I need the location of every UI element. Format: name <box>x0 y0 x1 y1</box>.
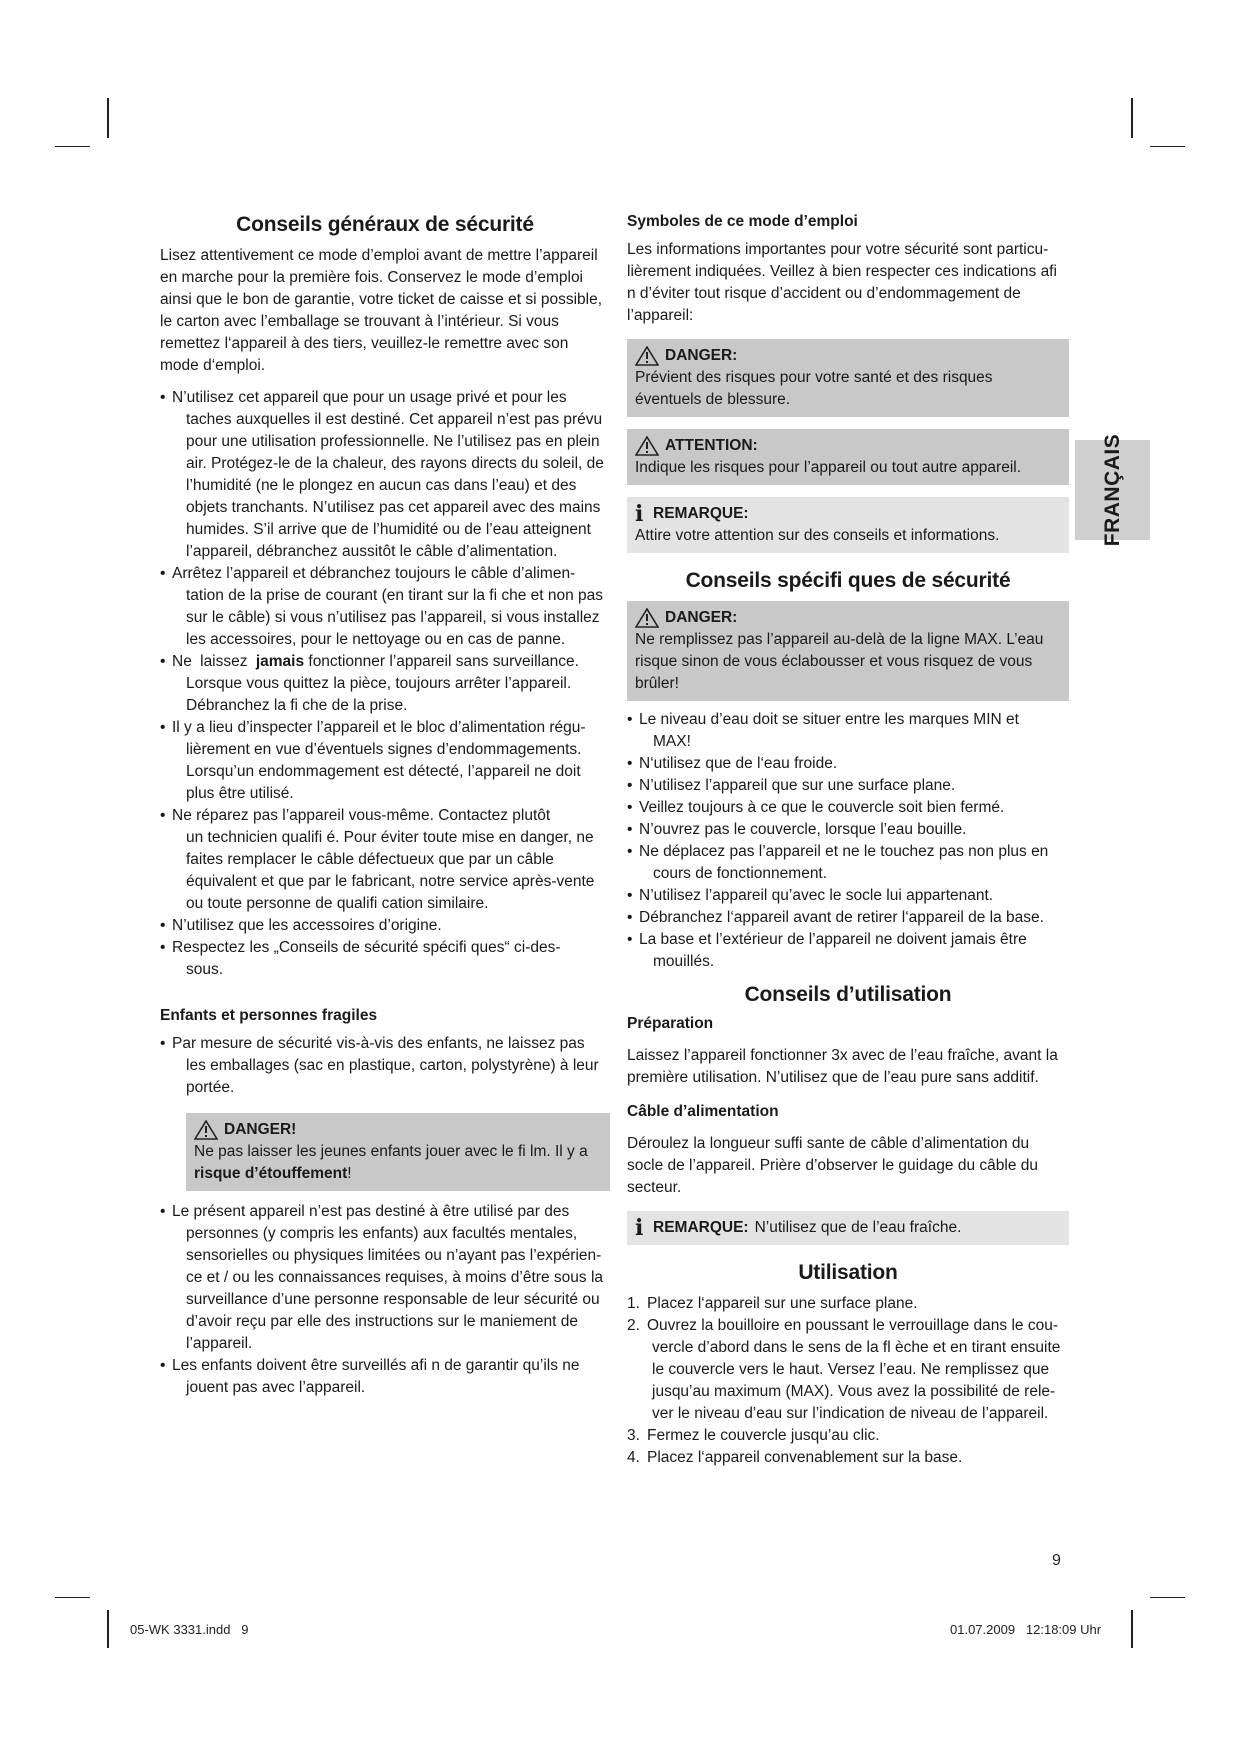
danger-box-max <box>627 601 1069 701</box>
crop-mark <box>107 1610 109 1648</box>
list-item: • N’utilisez l’appareil que sur une surface plane. <box>627 777 956 794</box>
list-item: • La base et l’extérieur de l’appareil ne doivent jamais être mouillés. <box>627 931 1027 970</box>
list-item: • N’utilisez cet appareil que pour un usage privé et pour les taches auxquelles il est destiné. Cet appareil n’est pas prévu pour une utilisation professionnelle. Ne l’utilisez pas en plein air. Protégez-le de la chaleur, des rayons directs du soleil, de l’humidité (ne le plongez en aucun cas dans l’eau) et des objets tranchants. N’utilisez pas cet appareil avec des mains humides. S’il arrive que de l’humidité ou de l’eau atteignent l’appareil, débranchez aussitôt le câble d’alimentation. <box>160 389 604 560</box>
utilisation-title: Utilisation <box>798 1261 898 1284</box>
list-item: • Par mesure de sécurité vis-à-vis des enfants, ne laissez pas les emballages (sac en plastique, carton, polystyrène) à leur portée. <box>160 1035 599 1096</box>
remarque-box <box>627 497 1069 553</box>
specific-safety-title: Conseils spécifi ques de sécurité <box>685 569 1011 592</box>
danger-box-children: DANGER! Ne pas laisser les jeunes enfants jouer avec le fi lm. Il y a risque d’étouffement! <box>186 1113 610 1191</box>
attention-text: Indique les risques pour l’appareil ou tout autre appareil. <box>635 459 1022 476</box>
cable-text: Déroulez la longueur suffi sante de câble d’alimentation du socle de l’appareil. Prière d’observer le guidage du câble du secteur. <box>627 1135 1039 1196</box>
utilisation-steps <box>627 1293 1069 1469</box>
list-item: • Le présent appareil n’est pas destiné à être utilisé par des personnes (y compris les enfants) aux facultés mentales, sensorielles ou physiques limitées ou n’ayant pas l’expérien-ce et / ou les connaissances requises, à moins d’être sous la surveillance d’une personne responsable de leur sécurité ou d’avoir reçu par elle des instructions sur le maniement de l’appareil. <box>160 1203 604 1352</box>
list-item: • Les enfants doivent être surveillés afi n de garantir qu’ils ne jouent pas avec l’appareil. <box>160 1357 580 1396</box>
list-item: 1. Placez l‘appareil sur une surface plane. <box>627 1295 918 1312</box>
danger-title: DANGER! <box>224 1121 297 1138</box>
crop-mark <box>107 98 109 138</box>
info-icon: i <box>635 501 644 527</box>
crop-mark <box>1150 1597 1185 1598</box>
list-item: • N‘utilisez que de l‘eau froide. <box>627 755 838 772</box>
attention-title: ATTENTION: <box>665 437 758 454</box>
list-item: • N’utilisez que les accessoires d’origine. <box>160 917 442 934</box>
right-column <box>627 213 1069 1469</box>
danger-title: DANGER: <box>665 609 738 626</box>
crop-mark <box>1131 1610 1133 1648</box>
danger-bold: risque d’étouffement <box>194 1165 348 1182</box>
warning-triangle-icon <box>635 608 659 628</box>
list-item: • Veillez toujours à ce que le couvercle soit bien fermé. <box>627 799 1005 816</box>
list-item: 3. Fermez le couvercle jusqu’au clic. <box>627 1427 880 1444</box>
remarque-box-water <box>627 1211 1069 1245</box>
list-item: 4. Placez l‘appareil convenablement sur la base. <box>627 1449 963 1466</box>
remarque-title: REMARQUE: <box>653 1219 749 1236</box>
symbols-intro: Les informations importantes pour votre sécurité sont particu-lièrement indiquées. Veillez à bien respecter ces indications afi n d’éviter tout risque d’accident ou d’endommagement de l’appareil: <box>627 241 1057 324</box>
crop-mark <box>55 1597 90 1598</box>
list-item: • Débranchez l‘appareil avant de retirer l‘appareil de la base. <box>627 909 1044 926</box>
language-tab-label: FRANÇAIS <box>1100 433 1124 547</box>
list-item: • Arrêtez l’appareil et débranchez toujours le câble d’alimen- tation de la prise de courant (en tirant sur la fi che et non pas sur le câble) si vous n’utilisez pas l’appareil, si vous installez les accessoires, pour le nettoyage ou en cas de panne. <box>160 565 604 648</box>
specific-safety-list <box>627 709 1069 973</box>
list-item: • Ne laissez jamais fonctionner l’appareil sans surveillance. Lorsque vous quittez la pièce, toujours arrêter l’appareil. Débranchez la fi che de la prise. <box>160 653 579 714</box>
list-item: • N’utilisez l’appareil qu’avec le socle lui appartenant. <box>627 887 994 904</box>
intro-paragraph: Lisez attentivement ce mode d’emploi avant de mettre l’appareil en marche pour la première fois. Conservez le mode d’emploi ainsi que le bon de garantie, votre ticket de caisse et si possible, le carton avec l’emballage se trouvant à l’intérieur. Si vous remettez l‘appareil à des tiers, veuillez-le remettre avec son mode d‘emploi. <box>160 247 603 374</box>
danger-text: Ne pas laisser les jeunes enfants jouer avec le fi lm. Il y a <box>194 1143 588 1160</box>
cable-heading: Câble d’alimentation <box>627 1103 779 1120</box>
remarque-title: REMARQUE: <box>653 505 749 522</box>
attention-box <box>627 429 1069 485</box>
usage-title: Conseils d’utilisation <box>744 983 952 1006</box>
remarque-text: Attire votre attention sur des conseils et informations. <box>635 527 1000 544</box>
warning-triangle-icon <box>194 1120 218 1140</box>
list-item: • Le niveau d’eau doit se situer entre les marques MIN et MAX! <box>627 711 1019 750</box>
list-item: • Il y a lieu d’inspecter l’appareil et le bloc d’alimentation régu- lièrement en vue d’éventuels signes d’endommagements. Lorsqu’un endommagement est détecté, l’appareil ne doit plus être utilisé. <box>160 719 586 802</box>
left-column <box>160 213 610 1399</box>
list-item: 2. Ouvrez la bouilloire en poussant le verrouillage dans le cou- vercle d’abord dans le sens de la fl èche et en tirant ensuite le couvercle vers le haut. Versez l’eau. Ne remplissez que jusqu’au maximum (MAX). Vous avez la possibilité de rele-ver le niveau d’eau sur l’indication de niveau de l’appareil. <box>627 1317 1061 1422</box>
danger-box <box>627 339 1069 417</box>
preparation-text: Laissez l’appareil fonctionner 3x avec de l’eau fraîche, avant la première utilisation. N’utilisez que de l’eau pure sans additif. <box>627 1047 1058 1086</box>
list-item: • N’ouvrez pas le couvercle, lorsque l’eau bouille. <box>627 821 967 838</box>
remarque-text: N’utilisez que de l’eau fraîche. <box>754 1219 962 1236</box>
list-item: • Ne réparez pas l’appareil vous-même. Contactez plutôt un technicien qualifi é. Pour éviter toute mise en danger, ne faites remplacer le câble défectueux que par un câble équivalent et que par le fabricant, notre service après-vente ou toute personne de qualifi cation similaire. <box>160 807 595 912</box>
crop-mark <box>1131 98 1133 138</box>
page-number: 9 <box>1052 1552 1061 1569</box>
warning-triangle-icon <box>635 436 659 456</box>
info-icon: i <box>635 1215 644 1241</box>
crop-mark <box>55 146 90 147</box>
list-item: • Ne déplacez pas l’appareil et ne le touchez pas non plus en cours de fonctionnement. <box>627 843 1049 882</box>
general-safety-list <box>160 387 610 981</box>
children-heading: Enfants et personnes fragiles <box>160 1007 378 1024</box>
symbols-heading: Symboles de ce mode d’emploi <box>627 213 858 230</box>
children-list-2 <box>160 1201 610 1399</box>
footer-timestamp: 01.07.2009 12:18:09 Uhr <box>950 1622 1102 1637</box>
warning-triangle-icon <box>635 346 659 366</box>
crop-mark <box>1150 146 1185 147</box>
language-tab <box>1075 433 1150 547</box>
list-item: • Respectez les „Conseils de sécurité spécifi ques“ ci-des- sous. <box>160 939 561 978</box>
preparation-heading: Préparation <box>627 1015 714 1032</box>
children-list-1 <box>160 1033 610 1099</box>
footer-file-info: 05-WK 3331.indd 9 <box>130 1622 249 1637</box>
danger-text: Ne remplissez pas l’appareil au-delà de la ligne MAX. L’eau risque sinon de vous éclabousser et vous risquez de vous brûler! <box>635 631 1044 692</box>
danger-title: DANGER: <box>665 347 738 364</box>
general-safety-title: Conseils généraux de sécurité <box>236 213 534 236</box>
danger-text: Prévient des risques pour votre santé et des risques éventuels de blessure. <box>635 369 993 408</box>
